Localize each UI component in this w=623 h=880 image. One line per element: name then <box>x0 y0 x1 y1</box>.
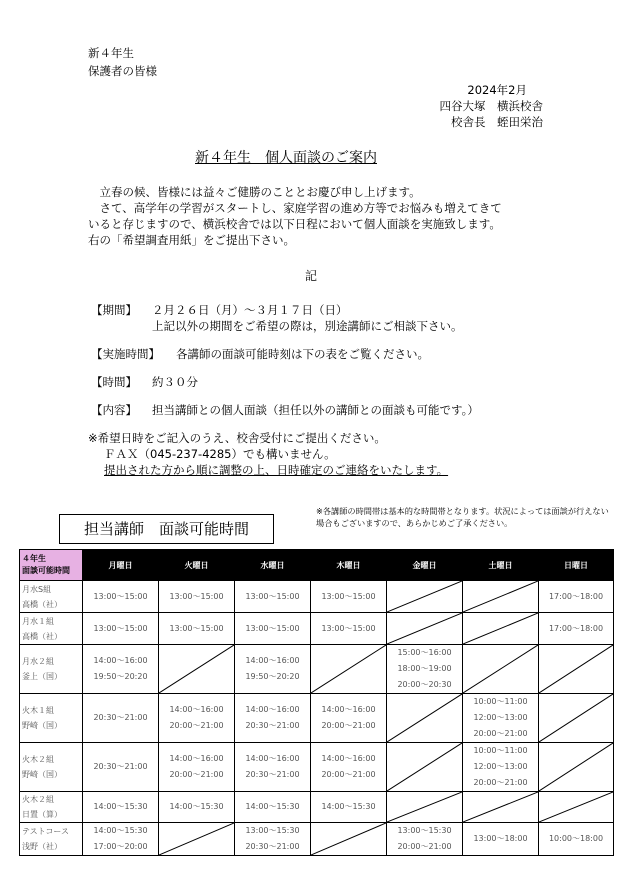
time-slot: 20:00～21:00 <box>473 778 528 787</box>
unavailable-cell-fri <box>387 792 463 823</box>
table-row <box>20 823 614 856</box>
duration-value: 約３０分 <box>152 375 198 389</box>
diagonal-slash-icon <box>387 743 462 791</box>
time-cell-tue <box>159 613 235 645</box>
row-teacher: 高橋（社） <box>22 599 62 609</box>
school-name: 四谷大塚 横浜校舎 <box>439 99 543 113</box>
unavailable-cell-sat <box>463 581 539 613</box>
time-cell-thu <box>311 743 387 792</box>
row-label <box>20 792 83 823</box>
time-cell-mon <box>83 792 159 823</box>
diagonal-slash-icon <box>311 823 386 855</box>
time-slot: 14:00～16:00 <box>245 705 300 714</box>
time-slot: 20:30～21:00 <box>245 721 300 730</box>
day-header-tue: 火曜日 <box>159 550 235 581</box>
time-slot: 17:00～18:00 <box>548 623 604 633</box>
time-slot: 14:00～15:30 <box>93 826 148 835</box>
row-teacher: 釜上（国） <box>22 672 62 681</box>
time-slot: 13:00～15:00 <box>93 623 148 633</box>
day-header-thu: 木曜日 <box>311 550 387 581</box>
time-slot: 20:00～21:00 <box>321 770 376 779</box>
time-cell-tue <box>159 694 235 743</box>
row-class: 火木２組 <box>22 755 54 764</box>
time-cell-thu <box>311 694 387 743</box>
time-slot: 20:30～21:00 <box>245 770 300 779</box>
principal-name: 校舎長 蛭田栄治 <box>451 115 543 129</box>
time-slot: 20:00～21:00 <box>169 770 224 779</box>
note-line-1: ※希望日時をご記入のうえ、校舎受付にご提出ください。 <box>88 431 386 445</box>
unavailable-cell-fri <box>387 581 463 613</box>
table-row <box>20 792 614 823</box>
time-cell-thu <box>311 581 387 613</box>
time-slot: 10:00～18:00 <box>548 834 604 843</box>
day-header-sat: 土曜日 <box>463 550 539 581</box>
unavailable-cell-tue <box>159 645 235 694</box>
time-slot: 15:00～16:00 <box>397 648 452 657</box>
row-teacher: 野崎（国） <box>22 770 62 779</box>
time-cell-tue <box>159 581 235 613</box>
time-slot: 19:50～20:20 <box>93 672 148 681</box>
time-slot: 14:00～16:00 <box>169 754 224 763</box>
time-cell-wed <box>235 743 311 792</box>
time-label: 【実施時間】 <box>91 347 160 361</box>
time-slot: 12:00～13:00 <box>473 713 528 722</box>
period-value: ２月２６日（月）～３月１７日（日） <box>152 303 348 317</box>
diagonal-slash-icon <box>539 645 613 693</box>
diagonal-slash-icon <box>311 645 386 693</box>
diagonal-slash-icon <box>463 613 538 644</box>
note-line-3: 提出された方から順に調整の上、日時確定のご連絡をいたします。 <box>104 463 449 477</box>
time-cell-sun <box>539 581 614 613</box>
time-slot: 20:00～21:00 <box>397 842 452 851</box>
unavailable-cell-sun <box>539 645 614 694</box>
recipient-parents: 保護者の皆様 <box>88 64 157 78</box>
time-slot: 14:00～16:00 <box>245 656 300 665</box>
time-slot: 14:00～16:00 <box>321 754 376 763</box>
unavailable-cell-fri <box>387 694 463 743</box>
day-header-mon: 月曜日 <box>83 550 159 581</box>
time-slot: 14:00～16:00 <box>321 705 376 714</box>
diagonal-slash-icon <box>539 694 613 742</box>
time-cell-tue <box>159 792 235 823</box>
diagonal-slash-icon <box>387 792 462 822</box>
time-slot: 20:00～21:00 <box>321 721 376 730</box>
time-slot: 13:00～15:30 <box>397 826 452 835</box>
time-slot: 13:00～15:00 <box>245 623 300 633</box>
row-teacher: 日置（算） <box>22 810 62 819</box>
time-cell-thu <box>311 792 387 823</box>
time-slot: 14:00～16:00 <box>93 656 148 665</box>
table-row <box>20 743 614 792</box>
recipient-grade: 新４年生 <box>88 46 134 60</box>
time-cell-mon <box>83 743 159 792</box>
time-slot: 14:00～15:30 <box>169 802 224 811</box>
row-label <box>20 743 83 792</box>
intro-line-4: 右の「希望調査用紙」をご提出下さい。 <box>88 233 295 247</box>
time-slot: 14:00～15:30 <box>245 802 300 811</box>
unavailable-cell-sun <box>539 743 614 792</box>
unavailable-cell-thu <box>311 823 387 856</box>
time-value: 各講師の面談可能時刻は下の表をご覧ください。 <box>176 347 429 361</box>
diagonal-slash-icon <box>159 645 234 693</box>
time-slot: 10:00～11:00 <box>473 746 528 755</box>
time-slot: 20:00～20:30 <box>397 680 452 689</box>
diagonal-slash-icon <box>539 792 613 822</box>
row-teacher: 野崎（国） <box>22 721 62 730</box>
diagonal-slash-icon <box>159 823 234 855</box>
row-label <box>20 581 83 613</box>
time-slot: 13:00～15:00 <box>321 623 376 633</box>
row-label <box>20 694 83 743</box>
issue-date: 2024年2月 <box>467 83 527 97</box>
row-class: 月水２組 <box>22 657 54 666</box>
time-cell-sun <box>539 823 614 856</box>
schedule-note: ※各講師の時間帯は基本的な時間帯となります。状況によっては面談が行えない場合もございますので、あらかじめご了承ください。 <box>316 506 609 528</box>
diagonal-slash-icon <box>463 792 538 822</box>
period-note: 上記以外の期間をご希望の際は，別途講師にご相談下さい。 <box>152 319 463 333</box>
time-slot: 20:30～21:00 <box>245 842 300 851</box>
time-slot: 13:00～18:00 <box>473 834 528 843</box>
diagonal-slash-icon <box>387 694 462 742</box>
time-cell-thu <box>311 613 387 645</box>
row-class: 火木１組 <box>22 706 54 715</box>
diagonal-slash-icon <box>387 581 462 612</box>
day-header-fri: 金曜日 <box>387 550 463 581</box>
time-slot: 13:00～15:30 <box>245 826 300 835</box>
diagonal-slash-icon <box>539 743 613 791</box>
diagonal-slash-icon <box>387 613 462 644</box>
unavailable-cell-sun <box>539 792 614 823</box>
row-label <box>20 613 83 645</box>
time-cell-mon <box>83 581 159 613</box>
time-cell-mon <box>83 823 159 856</box>
time-cell-wed <box>235 823 311 856</box>
unavailable-cell-sun <box>539 694 614 743</box>
time-slot: 14:00～16:00 <box>245 754 300 763</box>
table-row <box>20 694 614 743</box>
time-cell-mon <box>83 613 159 645</box>
time-cell-mon <box>83 694 159 743</box>
unavailable-cell-sat <box>463 792 539 823</box>
time-slot: 20:30～21:00 <box>93 762 148 771</box>
time-cell-mon <box>83 645 159 694</box>
time-slot: 12:00～13:00 <box>473 762 528 771</box>
time-slot: 19:50～20:20 <box>245 672 300 681</box>
time-cell-wed <box>235 694 311 743</box>
time-cell-sat <box>463 823 539 856</box>
day-header-wed: 水曜日 <box>235 550 311 581</box>
time-cell-wed <box>235 645 311 694</box>
time-slot: 13:00～15:00 <box>169 591 224 601</box>
time-cell-wed <box>235 613 311 645</box>
ki-heading: 記 <box>305 269 318 283</box>
time-slot: 14:00～15:30 <box>93 802 148 811</box>
row-label <box>20 823 83 856</box>
time-cell-sat <box>463 743 539 792</box>
row-class: 火木２組 <box>22 795 54 804</box>
time-slot: 13:00～15:00 <box>321 591 376 601</box>
time-cell-fri <box>387 823 463 856</box>
diagonal-slash-icon <box>463 581 538 612</box>
time-cell-tue <box>159 743 235 792</box>
content-value: 担当講師との個人面談（担任以外の講師との面談も可能です。） <box>152 403 479 417</box>
unavailable-cell-thu <box>311 645 387 694</box>
time-slot: 17:00～20:00 <box>93 842 148 851</box>
row-label <box>20 645 83 694</box>
time-cell-wed <box>235 792 311 823</box>
unavailable-cell-fri <box>387 613 463 645</box>
row-teacher: 浅野（社） <box>22 842 62 851</box>
time-slot: 17:00～18:00 <box>548 591 604 601</box>
time-slot: 13:00～15:00 <box>245 591 300 601</box>
row-teacher: 高橋（社） <box>22 631 62 641</box>
unavailable-cell-tue <box>159 823 235 856</box>
intro-line-3: いると存じますので、横浜校舎では以下日程において個人面談を実施致します。 <box>88 217 501 231</box>
row-class: 月水１組 <box>22 616 54 626</box>
corner-caption: 面談可能時間 <box>22 566 70 575</box>
time-slot: 18:00～19:00 <box>397 664 452 673</box>
table-corner <box>20 550 83 581</box>
time-slot: 13:00～15:00 <box>93 591 148 601</box>
time-cell-wed <box>235 581 311 613</box>
table-row <box>20 581 614 613</box>
time-slot: 20:30～21:00 <box>93 713 148 722</box>
row-class: 月水S組 <box>22 584 52 594</box>
row-class: テストコース <box>22 827 69 836</box>
time-slot: 14:00～16:00 <box>169 705 224 714</box>
intro-line-2: さて、高学年の学習がスタートし、家庭学習の進め方等でお悩みも増えてきて <box>88 201 502 215</box>
time-cell-sat <box>463 694 539 743</box>
time-cell-fri <box>387 645 463 694</box>
table-row <box>20 645 614 694</box>
schedule-table <box>19 549 614 856</box>
time-slot: 14:00～15:30 <box>321 802 376 811</box>
intro-line-1: 立春の候、皆様には益々ご健勝のこととお慶び申し上げます。 <box>88 185 421 199</box>
duration-label: 【時間】 <box>91 375 137 389</box>
time-slot: 10:00～11:00 <box>473 697 528 706</box>
schedule-box-title: 担当講師 面談可能時間 <box>59 514 274 544</box>
table-row <box>20 613 614 645</box>
time-cell-sun <box>539 613 614 645</box>
unavailable-cell-sat <box>463 613 539 645</box>
content-label: 【内容】 <box>91 403 137 417</box>
time-slot: 13:00～15:00 <box>169 623 224 633</box>
page-title: 新４年生 個人面談のご案内 <box>195 150 377 166</box>
diagonal-slash-icon <box>463 645 538 693</box>
corner-grade: ４年生 <box>22 554 46 563</box>
unavailable-cell-sat <box>463 645 539 694</box>
period-label: 【期間】 <box>91 303 137 317</box>
time-slot: 20:00～21:00 <box>169 721 224 730</box>
unavailable-cell-fri <box>387 743 463 792</box>
note-line-2: ＦＡＸ（045-237-4285）でも構いません。 <box>104 447 336 461</box>
time-slot: 20:00～21:00 <box>473 729 528 738</box>
day-header-sun: 日曜日 <box>539 550 614 581</box>
